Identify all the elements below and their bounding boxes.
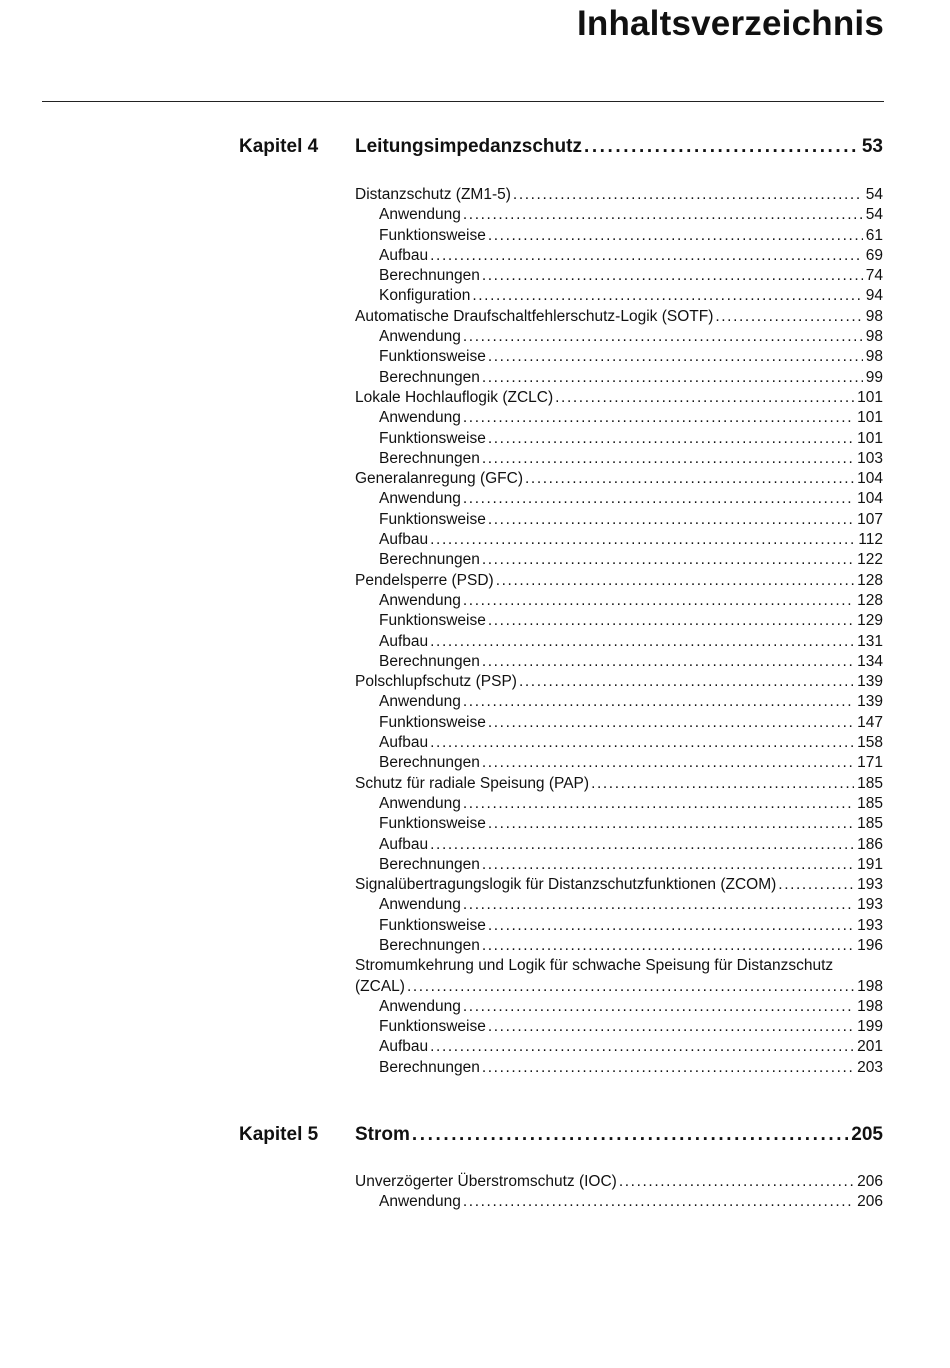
toc-subentry[interactable] bbox=[355, 692, 883, 712]
dot-leader bbox=[488, 916, 854, 936]
toc-subentry[interactable] bbox=[355, 347, 883, 367]
dot-leader bbox=[488, 226, 863, 246]
dot-leader bbox=[463, 997, 854, 1017]
toc-entry[interactable] bbox=[355, 307, 883, 327]
toc-subentry[interactable] bbox=[355, 530, 883, 550]
entry-title[interactable]: Berechnungen bbox=[379, 368, 480, 386]
entry-page-number[interactable]: 98 bbox=[865, 328, 883, 346]
dot-leader bbox=[778, 875, 854, 895]
entry-page-number[interactable]: 112 bbox=[858, 531, 883, 549]
entry-title[interactable]: Lokale Hochlauflogik (ZCLC) bbox=[355, 388, 554, 406]
entry-title[interactable]: Distanzschutz (ZM1-5) bbox=[355, 186, 511, 203]
toc-entry[interactable] bbox=[355, 875, 883, 895]
entry-page-number[interactable]: 186 bbox=[857, 835, 883, 853]
dot-leader bbox=[463, 408, 854, 428]
toc-subentry[interactable] bbox=[355, 713, 883, 733]
entry-title[interactable]: Anwendung bbox=[379, 693, 461, 711]
toc-entry[interactable] bbox=[355, 1172, 883, 1192]
entry-title[interactable]: Automatische Draufschaltfehlerschutz-Logik (SOTF) bbox=[355, 307, 714, 325]
toc-subentry[interactable] bbox=[355, 429, 883, 449]
entry-title[interactable]: Anwendung bbox=[379, 409, 461, 427]
entry-page-number[interactable]: 191 bbox=[857, 855, 883, 873]
entry-page-number[interactable]: 193 bbox=[857, 896, 883, 914]
entry-title[interactable]: Aufbau bbox=[379, 531, 429, 549]
entry-page-number[interactable]: 131 bbox=[857, 632, 883, 650]
toc-subentry[interactable] bbox=[355, 1058, 883, 1078]
entry-title[interactable]: Berechnungen bbox=[379, 449, 480, 467]
entry-title[interactable]: Anwendung bbox=[379, 896, 461, 914]
toc-list-chapter-5 bbox=[355, 1172, 883, 1213]
toc-subentry[interactable] bbox=[355, 652, 883, 672]
toc-subentry[interactable] bbox=[355, 611, 883, 631]
entry-title[interactable]: Funktionsweise bbox=[379, 916, 486, 934]
toc-subentry[interactable] bbox=[355, 489, 883, 509]
dot-leader bbox=[525, 469, 854, 489]
dot-leader bbox=[430, 632, 854, 652]
entry-page-number[interactable]: 98 bbox=[865, 307, 883, 325]
entry-title[interactable]: Polschlupfschutz (PSP) bbox=[355, 673, 517, 691]
dot-leader bbox=[488, 814, 854, 834]
entry-page-number[interactable]: 171 bbox=[857, 754, 883, 772]
entry-page-number[interactable]: 54 bbox=[865, 186, 883, 203]
dot-leader bbox=[463, 895, 854, 915]
toc-subentry[interactable] bbox=[355, 266, 883, 286]
dot-leader bbox=[482, 936, 854, 956]
dot-leader bbox=[482, 753, 854, 773]
title-rule bbox=[42, 101, 884, 102]
entry-page-number[interactable]: 196 bbox=[857, 936, 883, 954]
chapter-label: Kapitel 5 bbox=[239, 1124, 319, 1145]
toc-subentry[interactable] bbox=[355, 814, 883, 834]
entry-page-number[interactable]: 139 bbox=[857, 693, 883, 711]
chapter-heading[interactable] bbox=[355, 136, 883, 158]
dot-leader bbox=[482, 266, 863, 286]
entry-title[interactable]: Berechnungen bbox=[379, 1058, 480, 1076]
chapter-page-number[interactable]: 205 bbox=[851, 1124, 883, 1145]
entry-title[interactable]: Berechnungen bbox=[379, 652, 480, 670]
entry-title[interactable]: Anwendung bbox=[379, 1193, 461, 1211]
entry-page-number[interactable]: 129 bbox=[857, 612, 883, 630]
dot-leader bbox=[463, 1192, 854, 1212]
page-title: Inhaltsverzeichnis bbox=[576, 4, 884, 43]
dot-leader bbox=[463, 205, 863, 225]
entry-page-number[interactable]: 206 bbox=[857, 1193, 883, 1211]
entry-page-number[interactable]: 99 bbox=[865, 368, 883, 386]
dot-leader bbox=[463, 692, 854, 712]
entry-page-number[interactable]: 69 bbox=[865, 246, 883, 264]
entry-title[interactable]: Anwendung bbox=[379, 591, 461, 609]
toc-subentry[interactable] bbox=[355, 226, 883, 246]
toc-subentry[interactable] bbox=[355, 895, 883, 915]
dot-leader bbox=[488, 611, 854, 631]
entry-title-continuation[interactable] bbox=[355, 977, 883, 997]
entry-title[interactable]: Anwendung bbox=[379, 206, 461, 224]
dot-leader bbox=[430, 733, 854, 753]
entry-page-number[interactable]: 147 bbox=[857, 713, 883, 731]
toc-subentry[interactable] bbox=[355, 449, 883, 469]
dot-leader bbox=[555, 388, 854, 408]
entry-title[interactable]: Anwendung bbox=[379, 794, 461, 812]
entry-title[interactable]: Pendelsperre (PSD) bbox=[355, 571, 494, 589]
entry-page-number[interactable]: 139 bbox=[857, 673, 883, 691]
toc-subentry[interactable] bbox=[355, 855, 883, 875]
entry-title[interactable]: Aufbau bbox=[379, 734, 429, 752]
entry-page-number[interactable]: 74 bbox=[865, 267, 883, 285]
entry-title[interactable]: Berechnungen bbox=[379, 267, 480, 285]
dot-leader bbox=[619, 1172, 854, 1192]
entry-title[interactable]: Berechnungen bbox=[379, 936, 480, 954]
entry-title[interactable]: Funktionsweise bbox=[379, 226, 486, 244]
entry-title[interactable]: Funktionsweise bbox=[379, 815, 486, 833]
entry-title[interactable]: Anwendung bbox=[379, 328, 461, 346]
toc-subentry[interactable] bbox=[355, 1017, 883, 1037]
dot-leader bbox=[482, 449, 854, 469]
entry-page-number[interactable]: 185 bbox=[857, 815, 883, 833]
entry-page-number[interactable]: 54 bbox=[865, 206, 883, 224]
toc-subentry[interactable] bbox=[355, 632, 883, 652]
toc-subentry[interactable] bbox=[355, 368, 883, 388]
dot-leader bbox=[488, 510, 854, 530]
entry-page-number[interactable]: 158 bbox=[857, 734, 883, 752]
entry-title[interactable]: Funktionsweise bbox=[379, 510, 486, 528]
dot-leader bbox=[591, 774, 854, 794]
entry-page-number[interactable]: 101 bbox=[857, 409, 883, 427]
toc-subentry[interactable] bbox=[355, 408, 883, 428]
toc-subentry[interactable] bbox=[355, 835, 883, 855]
toc-subentry[interactable] bbox=[355, 916, 883, 936]
entry-title[interactable]: Signalübertragungslogik für Distanzschutzfunktionen (ZCOM) bbox=[355, 876, 777, 894]
entry-page-number[interactable]: 107 bbox=[857, 510, 883, 528]
dot-leader bbox=[430, 530, 855, 550]
entry-title[interactable]: Aufbau bbox=[379, 246, 429, 264]
entry-title[interactable]: Aufbau bbox=[379, 835, 429, 853]
entry-page-number[interactable]: 101 bbox=[857, 388, 883, 406]
dot-leader bbox=[584, 136, 859, 158]
toc-subentry[interactable] bbox=[355, 794, 883, 814]
dot-leader bbox=[463, 489, 854, 509]
dot-leader bbox=[519, 672, 854, 692]
chapter-page-number[interactable]: 53 bbox=[861, 136, 883, 157]
entry-page-number[interactable]: 61 bbox=[865, 226, 883, 244]
entry-page-number[interactable]: 199 bbox=[857, 1018, 883, 1036]
entry-page-number[interactable]: 201 bbox=[857, 1038, 883, 1056]
entry-page-number[interactable]: 128 bbox=[857, 591, 883, 609]
dot-leader bbox=[482, 855, 854, 875]
entry-page-number[interactable]: 104 bbox=[857, 470, 883, 488]
toc-subentry[interactable] bbox=[355, 510, 883, 530]
entry-page-number[interactable]: 134 bbox=[857, 652, 883, 670]
entry-page-number[interactable]: 185 bbox=[857, 794, 883, 812]
dot-leader bbox=[463, 327, 863, 347]
entry-page-number[interactable]: 103 bbox=[857, 449, 883, 467]
entry-page-number[interactable]: 198 bbox=[857, 977, 883, 995]
toc-subentry[interactable] bbox=[355, 327, 883, 347]
dot-leader bbox=[482, 550, 854, 570]
entry-title[interactable]: Schutz für radiale Speisung (PAP) bbox=[355, 774, 590, 792]
entry-title-line-2[interactable]: (ZCAL) bbox=[355, 977, 405, 995]
toc-subentry[interactable] bbox=[355, 550, 883, 570]
entry-title[interactable]: Berechnungen bbox=[379, 855, 480, 873]
entry-page-number[interactable]: 198 bbox=[857, 997, 883, 1015]
dot-leader bbox=[488, 347, 863, 367]
entry-title[interactable]: Funktionsweise bbox=[379, 429, 486, 447]
dot-leader bbox=[482, 368, 863, 388]
dot-leader bbox=[482, 1058, 854, 1078]
chapter-title[interactable]: Leitungsimpedanzschutz bbox=[355, 136, 582, 157]
entry-page-number[interactable]: 122 bbox=[857, 551, 883, 569]
toc-subentry[interactable] bbox=[355, 246, 883, 266]
toc-entry[interactable] bbox=[355, 956, 883, 997]
entry-title[interactable]: Unverzögerter Überstromschutz (IOC) bbox=[355, 1173, 617, 1190]
entry-title[interactable]: Aufbau bbox=[379, 632, 429, 650]
entry-title[interactable]: Berechnungen bbox=[379, 754, 480, 772]
toc-subentry[interactable] bbox=[355, 1192, 883, 1212]
chapter-label: Kapitel 4 bbox=[239, 136, 319, 157]
toc-entry[interactable] bbox=[355, 388, 883, 408]
entry-title[interactable]: Funktionsweise bbox=[379, 713, 486, 731]
toc-entry[interactable] bbox=[355, 469, 883, 489]
dot-leader bbox=[496, 571, 854, 591]
entry-page-number[interactable]: 206 bbox=[857, 1173, 883, 1190]
dot-leader bbox=[715, 307, 862, 327]
entry-page-number[interactable]: 203 bbox=[857, 1058, 883, 1076]
toc-list-chapter-4 bbox=[355, 185, 883, 1078]
dot-leader bbox=[482, 652, 854, 672]
dot-leader bbox=[488, 1017, 854, 1037]
entry-title[interactable]: Anwendung bbox=[379, 490, 461, 508]
toc-entry[interactable] bbox=[355, 185, 883, 205]
dot-leader bbox=[488, 429, 854, 449]
dot-leader bbox=[513, 185, 863, 205]
toc-subentry[interactable] bbox=[355, 286, 883, 306]
dot-leader bbox=[472, 286, 862, 306]
entry-title[interactable]: Generalanregung (GFC) bbox=[355, 470, 523, 488]
dot-leader bbox=[412, 1124, 848, 1146]
entry-title[interactable]: Aufbau bbox=[379, 1038, 429, 1056]
toc-subentry[interactable] bbox=[355, 1037, 883, 1057]
dot-leader bbox=[430, 835, 854, 855]
toc-subentry[interactable] bbox=[355, 205, 883, 225]
entry-page-number[interactable]: 98 bbox=[865, 348, 883, 366]
dot-leader bbox=[488, 713, 854, 733]
toc-entry[interactable] bbox=[355, 774, 883, 794]
entry-page-number[interactable]: 104 bbox=[857, 490, 883, 508]
entry-title[interactable]: Anwendung bbox=[379, 997, 461, 1015]
entry-title[interactable]: Funktionsweise bbox=[379, 348, 486, 366]
dot-leader bbox=[463, 591, 854, 611]
chapter-title[interactable]: Strom bbox=[355, 1124, 410, 1145]
dot-leader bbox=[430, 246, 863, 266]
entry-page-number[interactable]: 101 bbox=[857, 429, 883, 447]
dot-leader bbox=[407, 977, 854, 997]
toc-entry[interactable] bbox=[355, 571, 883, 591]
entry-page-number[interactable]: 128 bbox=[857, 571, 883, 589]
entry-page-number[interactable]: 185 bbox=[857, 774, 883, 792]
entry-page-number[interactable]: 193 bbox=[857, 916, 883, 934]
entry-title[interactable]: Berechnungen bbox=[379, 551, 480, 569]
dot-leader bbox=[430, 1037, 854, 1057]
toc-subentry[interactable] bbox=[355, 733, 883, 753]
entry-title[interactable]: Funktionsweise bbox=[379, 612, 486, 630]
toc-subentry[interactable] bbox=[355, 753, 883, 773]
toc-subentry[interactable] bbox=[355, 997, 883, 1017]
entry-title[interactable]: Funktionsweise bbox=[379, 1018, 486, 1036]
entry-title[interactable]: Stromumkehrung und Logik für schwache Speisung für Distanzschutz bbox=[355, 957, 834, 975]
entry-title[interactable]: Konfiguration bbox=[379, 287, 471, 305]
toc-entry[interactable] bbox=[355, 672, 883, 692]
dot-leader bbox=[463, 794, 854, 814]
entry-page-number[interactable]: 94 bbox=[865, 287, 883, 305]
entry-page-number[interactable]: 193 bbox=[857, 876, 883, 894]
toc-subentry[interactable] bbox=[355, 936, 883, 956]
toc-subentry[interactable] bbox=[355, 591, 883, 611]
chapter-heading[interactable] bbox=[355, 1124, 883, 1146]
